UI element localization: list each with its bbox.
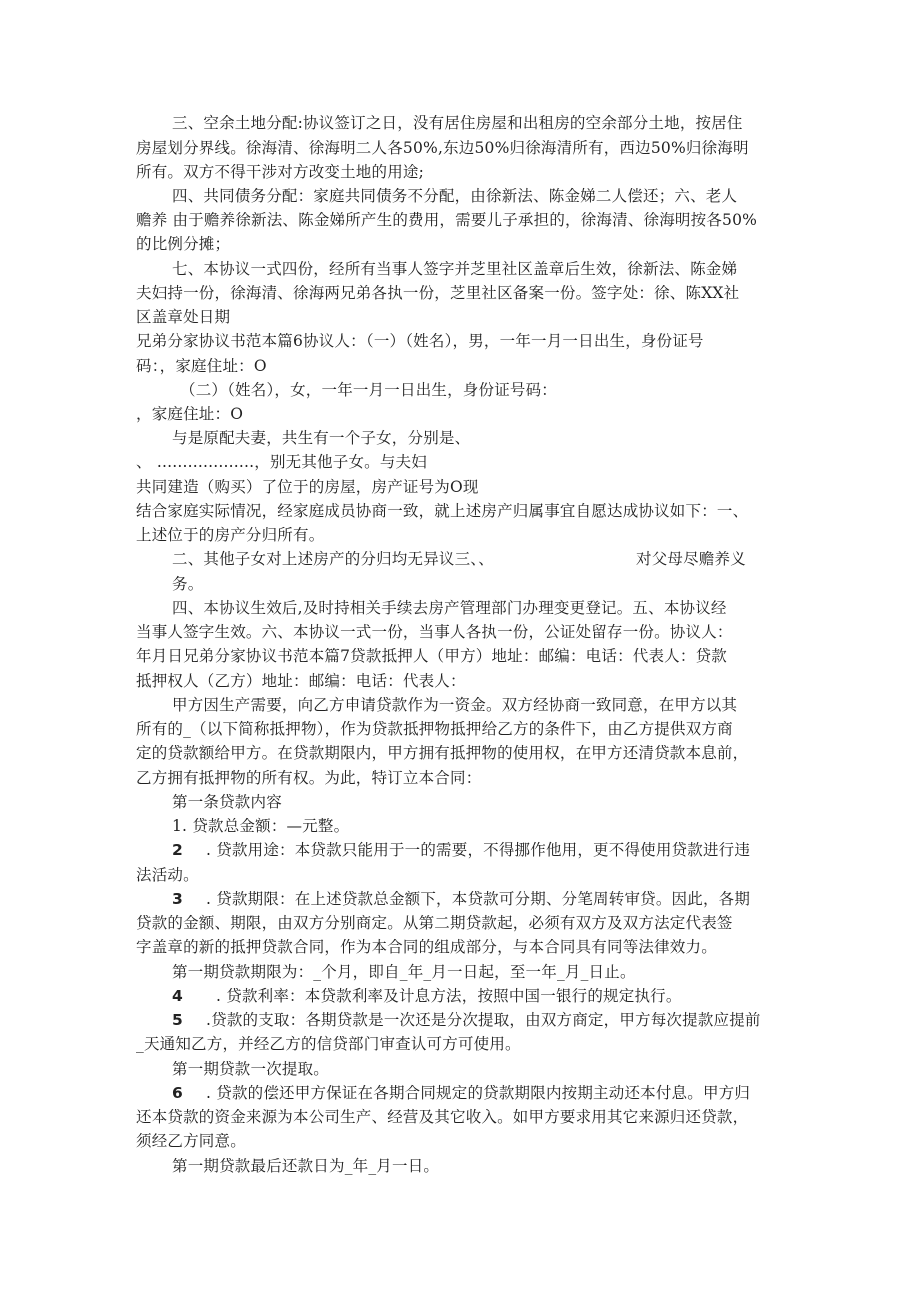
text-line: 须经乙方同意。 — [136, 1132, 246, 1150]
text-line: 甲方因生产需要，向乙方申请贷款作为一资金。双方经协商一致同意，在甲方以其 — [172, 696, 738, 714]
item-number: 3 — [172, 890, 183, 908]
text-line: 第一期贷款期限为：_个月，即自_年_月一日起，至一年_月_日止。 — [172, 963, 636, 981]
text-line: 贷款的金额、期限，由双方分别商定。从第二期贷款起，必须有双方及双方法定代表签 — [136, 914, 733, 932]
text-line: .贷款的支取：各期贷款是一次还是分次提取，由双方商定，甲方每次提款应提前 — [206, 1011, 761, 1029]
text-line: 结合家庭实际情况，经家庭成员协商一致，就上述房产归属事宜自愿达成协议如下：一、 — [136, 502, 749, 520]
item-number: 2 — [172, 841, 183, 859]
text-line: 1. 贷款总金额：—元整。 — [172, 817, 350, 835]
item-number: 4 — [172, 987, 183, 1005]
text-line: （二）（姓名），女，一年一月一日出生，身份证号码： — [180, 381, 558, 399]
text-line: 对父母尽赡养义 — [636, 550, 746, 568]
text-line: 第一期贷款最后还款日为_年_月一日。 — [172, 1157, 440, 1175]
text-line: 的比例分摊； — [136, 235, 231, 253]
text-line: 定的贷款额给甲方。在贷款期限内，甲方拥有抵押物的使用权，在甲方还清贷款本息前， — [136, 744, 749, 762]
text-line: 乙方拥有抵押物的所有权。为此，特订立本合同： — [136, 769, 482, 787]
text-line: . 贷款利率：本贷款利率及计息方法，按照中国一银行的规定执行。 — [216, 987, 682, 1005]
text-line: 二、其他子女对上述房产的分归均无异议三、、 — [172, 550, 494, 568]
text-line: 七、本协议一式四份，经所有当事人签字并芝里社区盖章后生效，徐新法、陈金娣 — [172, 260, 738, 278]
text-line: 法活动。 — [136, 866, 199, 884]
text-line: 务。 — [172, 575, 204, 593]
text-line: . 贷款期限：在上述贷款总金额下，本贷款可分期、分笔周转审贷。因此，各期 — [206, 890, 751, 908]
item-number: 6 — [172, 1084, 183, 1102]
text-line: 抵押权人（乙方）地址：邮编：电话：代表人： — [136, 672, 466, 690]
text-line: 区盖章处日期 — [136, 308, 231, 326]
text-line: 兄弟分家协议书范本篇6协议人：（一）（姓名），男，一年一月一日出生，身份证号 — [136, 332, 704, 350]
text-line: 码：，家庭住址：O — [136, 357, 267, 375]
text-line: ，家庭住址：O — [136, 405, 244, 423]
text-line: 字盖章的新的抵押贷款合同，作为本合同的组成部分，与本合同具有同等法律效力。 — [136, 938, 717, 956]
text-line: 共同建造（购买）了位于的房屋，房产证号为O现 — [136, 478, 479, 496]
text-line: 房屋划分界线。徐海清、徐海明二人各50%,东边50%归徐海清所有，西边50%归徐海明 — [136, 139, 749, 157]
text-line: 所有的_（以下简称抵押物），作为贷款抵押物抵押给乙方的条件下，由乙方提供双方商 — [136, 720, 733, 738]
text-line: 还本贷款的资金来源为本公司生产、经营及其它收入。如甲方要求用其它来源归还贷款， — [136, 1108, 749, 1126]
text-line: 、 ...................，别无其他子女。与夫妇 — [136, 453, 427, 471]
text-line: _天通知乙方，并经乙方的信贷部门审查认可方可使用。 — [136, 1035, 521, 1053]
text-line: 与是原配夫妻，共生有一个子女，分别是、 — [172, 429, 471, 447]
text-line: 四、本协议生效后,及时持相关手续去房产管理部门办理变更登记。五、本协议经 — [172, 599, 727, 617]
text-line: 赡养 由于赡养徐新法、陈金娣所产生的费用，需要儿子承担的，徐海清、徐海明按各50% — [136, 211, 758, 229]
text-line: 所有。双方不得干涉对方改变土地的用途; — [136, 163, 425, 181]
text-line: 当事人签字生效。六、本协议一式一份，当事人各执一份，公证处留存一份。协议人： — [136, 623, 733, 641]
text-line: 上述位于的房产分归所有。 — [136, 526, 325, 544]
text-line: 第一条贷款内容 — [172, 793, 282, 811]
text-line: 三、空余土地分配:协议签订之日，没有居住房屋和出租房的空余部分土地，按居住 — [172, 114, 743, 132]
text-line: 第一期贷款一次提取。 — [172, 1060, 330, 1078]
item-number: 5 — [172, 1011, 183, 1029]
text-line: 年月日兄弟分家协议书范本篇7贷款抵押人（甲方）地址：邮编：电话：代表人：贷款 — [136, 647, 727, 665]
text-line: . 贷款的偿还甲方保证在各期合同规定的贷款期限内按期主动还本付息。甲方归 — [206, 1084, 751, 1102]
text-line: 四、共同债务分配：家庭共同债务不分配，由徐新法、陈金娣二人偿还；六、老人 — [172, 187, 738, 205]
text-line: . 贷款用途：本贷款只能用于一的需要，不得挪作他用，更不得使用贷款进行违 — [206, 841, 751, 859]
text-line: 夫妇持一份，徐海清、徐海两兄弟各执一份，芝里社区备案一份。签字处：徐、陈XX社 — [136, 284, 740, 302]
